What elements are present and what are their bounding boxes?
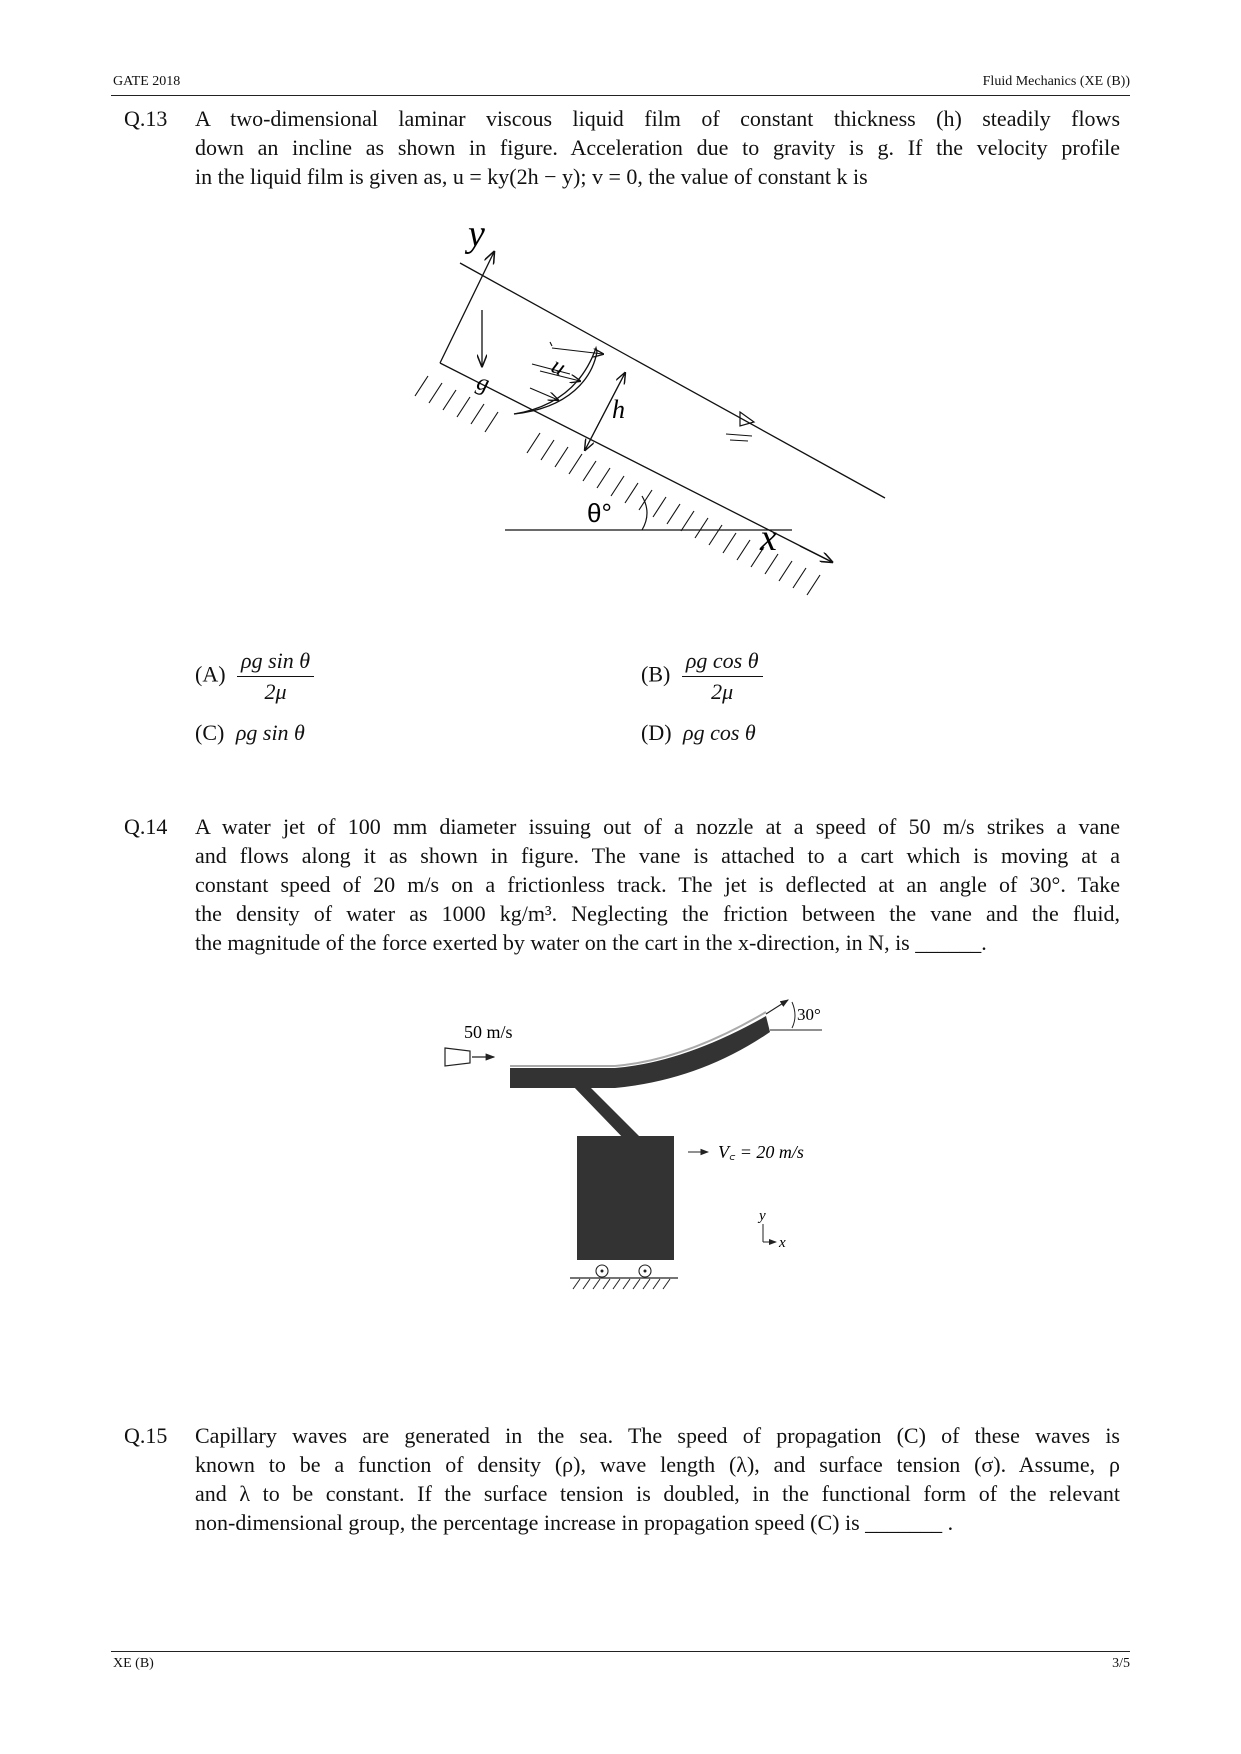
- question-line: constant speed of 20 m/s on a frictionless track. The jet is deflected at an angle of 30°. Take: [195, 872, 1120, 897]
- footer-section-code: XE (B): [113, 1656, 154, 1671]
- gravity-label: g: [473, 369, 493, 398]
- option-c[interactable]: [195, 720, 305, 746]
- option-fraction: [682, 648, 763, 705]
- footer-page-number: 3/5: [1112, 1656, 1130, 1671]
- question-text: [195, 104, 1120, 191]
- axis-y-label: y: [759, 1208, 766, 1224]
- x-axis-arrow: [800, 546, 832, 562]
- cart-body: [577, 1136, 674, 1260]
- question-line: A two-dimensional laminar viscous liquid film of constant thickness (h) steadily flows: [195, 106, 1120, 131]
- question-line: in the liquid film is given as, u = ky(2h − y); v = 0, the value of constant k is: [195, 164, 868, 189]
- option-text: ρg sin θ: [235, 720, 305, 745]
- vane-cart-diagram: [440, 990, 880, 1330]
- free-surface-line: [460, 263, 885, 498]
- incline-film-diagram: [380, 228, 900, 628]
- y-axis-label: y: [468, 228, 485, 255]
- question-line: the magnitude of the force exerted by water on the cart in the x-direction, in N, is ______.: [195, 930, 987, 955]
- vane-plate: [510, 1016, 770, 1088]
- option-b[interactable]: [641, 648, 763, 705]
- nozzle-icon: [445, 1048, 470, 1066]
- question-number: Q.15: [124, 1423, 168, 1448]
- velocity-label: u: [546, 352, 570, 382]
- fraction-denominator: 2μ: [264, 679, 287, 704]
- option-label: (A): [195, 661, 226, 687]
- question-number: Q.14: [124, 814, 168, 839]
- fraction-numerator: ρg sin θ: [237, 648, 314, 677]
- option-label: (D): [641, 720, 672, 745]
- header-rule: [111, 95, 1130, 96]
- cart-speed-label: V꜀ = 20 m/s: [718, 1142, 804, 1162]
- option-text: ρg cos θ: [683, 720, 756, 745]
- option-fraction: [237, 648, 314, 705]
- exit-jet-arrow: [766, 1000, 788, 1014]
- vane-support-strut: [572, 1085, 645, 1142]
- question-line: known to be a function of density (ρ), wave length (λ), and surface tension (σ). Assume, ρ: [195, 1452, 1120, 1477]
- option-label: (B): [641, 661, 671, 687]
- fraction-numerator: ρg cos θ: [682, 648, 763, 677]
- question-text: [195, 1421, 1120, 1537]
- deflection-angle-label: 30°: [797, 1005, 821, 1024]
- angle-arc: [642, 496, 647, 530]
- question-line: and λ to be constant. If the surface tension is doubled, in the functional form of the relevant: [195, 1481, 1120, 1506]
- question-line: non-dimensional group, the percentage increase in propagation speed (C) is _______ .: [195, 1510, 954, 1535]
- question-line: Capillary waves are generated in the sea. The speed of propagation (C) of these waves is: [195, 1423, 1120, 1448]
- header-exam-name: GATE 2018: [113, 74, 181, 89]
- question-line: and flows along it as shown in figure. The vane is attached to a cart which is moving at a: [195, 843, 1120, 868]
- y-axis-arrow: [440, 252, 494, 363]
- option-d[interactable]: [641, 720, 756, 746]
- header-paper-name: Fluid Mechanics (XE (B)): [982, 74, 1130, 89]
- question-line: A water jet of 100 mm diameter issuing out of a nozzle at a speed of 50 m/s strikes a vane: [195, 814, 1120, 839]
- thickness-label: h: [612, 395, 625, 424]
- option-label: (C): [195, 720, 225, 745]
- footer-rule: [111, 1651, 1130, 1652]
- fraction-denominator: 2μ: [711, 679, 734, 704]
- axis-x-label: x: [779, 1235, 786, 1251]
- x-axis-label: x: [760, 517, 777, 559]
- option-a[interactable]: [195, 648, 314, 705]
- track-hatching: [573, 1279, 670, 1289]
- jet-speed-label: 50 m/s: [464, 1022, 513, 1042]
- question-text: [195, 812, 1120, 957]
- question-number: Q.13: [124, 106, 168, 131]
- question-line: down an incline as shown in figure. Acceleration due to gravity is g. If the velocity profile: [195, 135, 1120, 160]
- angle-label: θ°: [587, 498, 612, 528]
- question-line: the density of water as 1000 kg/m³. Neglecting the friction between the vane and the fluid,: [195, 901, 1120, 926]
